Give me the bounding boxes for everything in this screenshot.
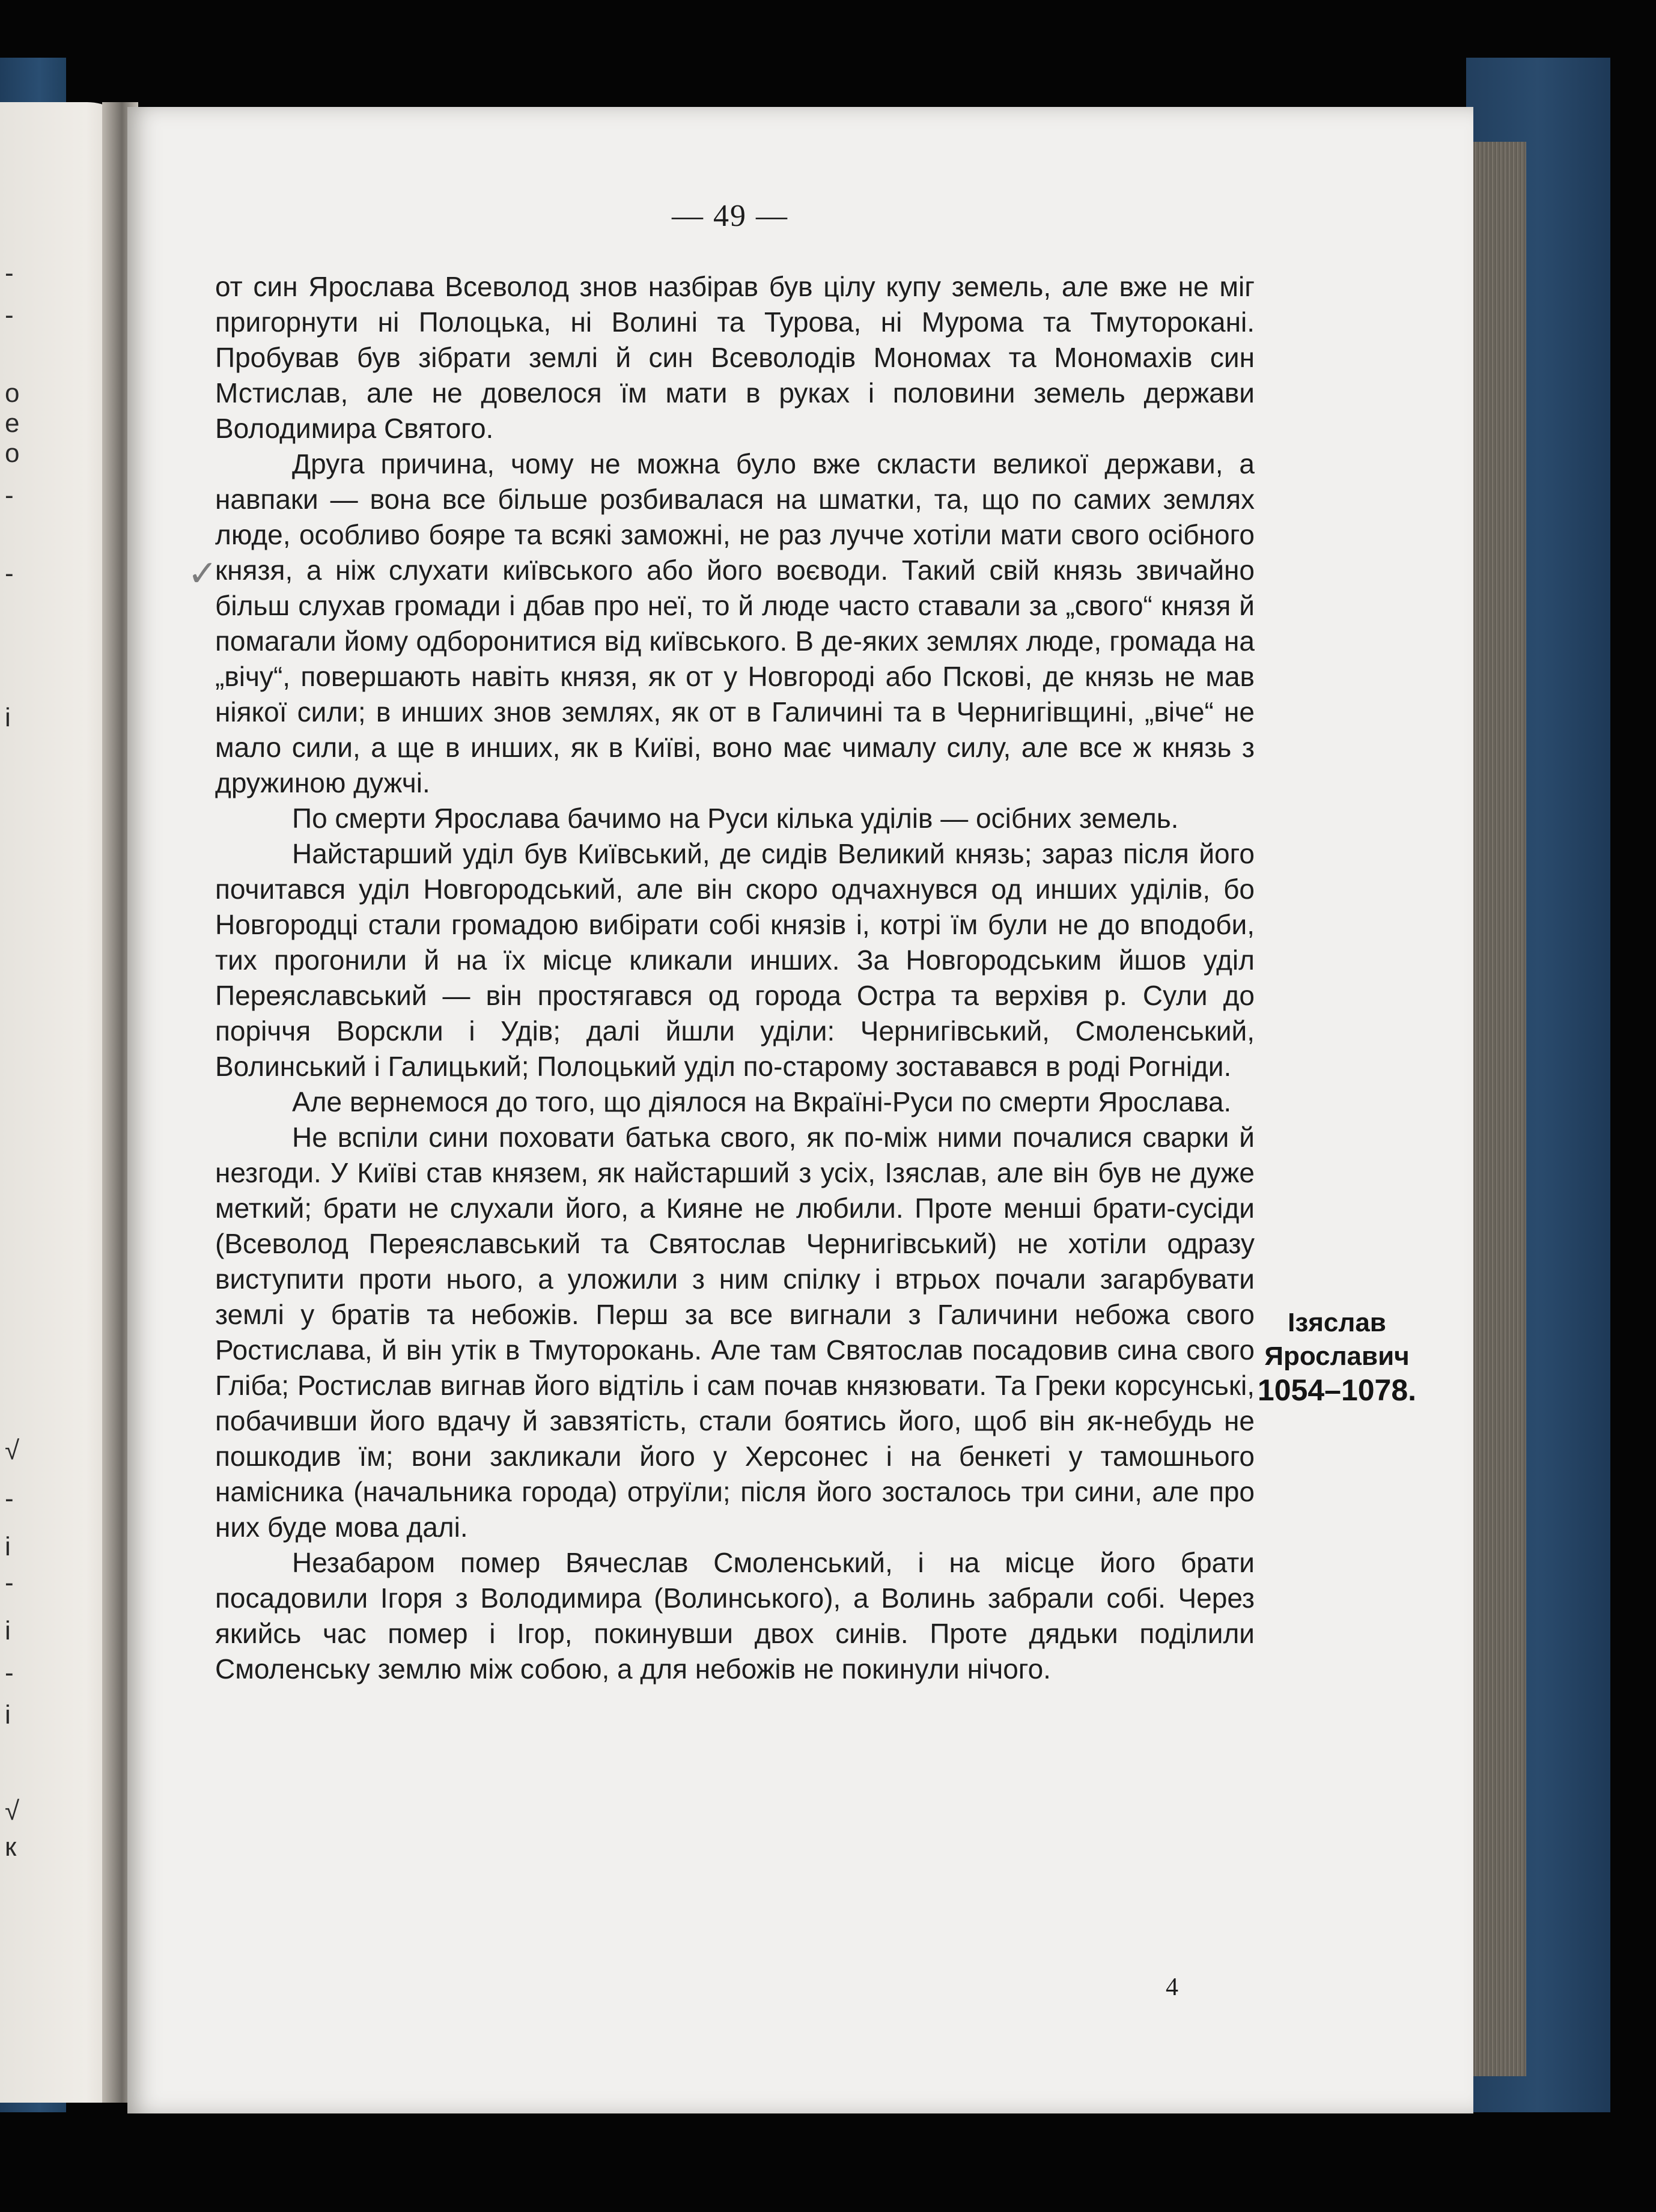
left-margin-mark: -: [5, 258, 14, 288]
left-margin-mark: -: [5, 559, 14, 588]
paragraph: Найстарший уділ був Київський, де сидів Великий князь; зараз після його почитався уділ Новгородський, але він скоро одчахнувся од инших уділів, бо Новгородці стали громадою вибірати собі князів і, котрі їм були не до вподоби, тих прогонили й на їх місце кликали инших. За Новгородським йшов уділ Переяславський — він простягався од города Остра та верхівя р. Сули до поріччя Ворскли і Удів; далі йшли уділи: Чернигівський, Смоленський, Волинський і Галицький; Полоцький уділ по-старому зоставався в роді Рогніди.: [215, 838, 1255, 1082]
margin-note: [1256, 1306, 1418, 1407]
left-margin-mark: -: [5, 481, 14, 510]
left-margin-mark: √: [5, 1436, 20, 1465]
paragraph: от син Ярослава Всеволод знов назбірав був цілу купу земель, але вже не міг пригорнути ні Полоцька, ні Волині та Турова, ні Мурома та Тмуторокані. Пробував був зібрати землі й син Всеволодів Мономах та Мономахів син Мстислав, але не довелося їм мати в руках і половини земель держави Володимира Святого.: [215, 271, 1255, 444]
margin-note-years: 1054–1078.: [1257, 1373, 1417, 1407]
paragraph: По смерти Ярослава бачимо на Руси кілька уділів — осібних земель.: [292, 803, 1179, 834]
paragraph: Не вспіли сини поховати батька свого, як по-між ними почалися сварки й незгоди. У Київі став князем, як найстарший з усіх, Ізяслав, але він був не дуже меткий; брати не слухали його, а Кияне не любили. Проте менші брати-сусіди (Всеволод Переяславський та Святослав Чернигівський) не хотіли одразу виступити проти нього, а уложили з ним спілку і втрьох почали загарбувати землі у братів та небожів. Перш за все вигнали з Галичини небожа свого Ростислава, й він утік в Тмуторокань. Але там Святослав посадовив сина свого Гліба; Ростислав вигнав його відтіль і сам почав князювати. Та Греки корсунські, побачивши його вдачу й завзятість, стали боятись його, щоб він як-небудь не пошкодив їм; вони закликали його у Херсонес і на бенкеті у тамошнього намісника (начальника города) отруїли; після його зосталось три сини, але про них буде мова далі.: [215, 1122, 1255, 1543]
left-margin-mark: √: [5, 1796, 20, 1826]
margin-note-name: Ізяслав: [1288, 1308, 1386, 1337]
paragraph: Друга причина, чому не можна було вже скласти великої держави, а навпаки — вона все більше розбивалася на шматки, та, що по самих землях люде, особливо бояре та всякі заможні, не раз лучче хотіли мати свого осібного князя, а ніж слухати київського або його воєводи. Такий свій князь звичайно більш слухав громади і дбав про неї, то й люде часто ставали за „свого“ князя й помагали йому одборонитися від київського. В де-яких землях люде, громада на „вічу“, повершають навіть князя, як от у Новгороді або Пскові, де князь не мав ніякої сили; в инших знов землях, як от в Галичині та в Чернигівщині, „віче“ не мало сили, а ще в инших, як в Київі, воно має чималу силу, але все ж князь з дружиною дужчі.: [215, 448, 1255, 798]
left-margin-mark: і: [5, 703, 11, 732]
left-margin-mark: і: [5, 1700, 11, 1730]
left-margin-mark: -: [5, 300, 14, 330]
signature-mark: 4: [1166, 1973, 1178, 2001]
paragraph: Але вернемося до того, що діялося на Вкраїні-Руси по смерти Ярослава.: [292, 1086, 1232, 1117]
page-number-header: — 49 —: [672, 199, 788, 233]
left-margin-mark: -: [5, 1568, 14, 1597]
margin-note-patronymic: Ярославич: [1264, 1341, 1410, 1371]
left-margin-mark: і: [5, 1616, 11, 1645]
left-margin-mark: о: [5, 439, 20, 468]
left-margin-mark: -: [5, 1484, 14, 1513]
left-margin-mark: к: [5, 1832, 17, 1862]
left-margin-mark: о: [5, 378, 20, 408]
pencil-check-mark: ✓: [187, 553, 218, 595]
left-margin-mark: і: [5, 1532, 11, 1561]
paragraph: Незабаром помер Вячеслав Смоленський, і на місце його брати посадовили Ігоря з Володимира (Волинського), а Волинь забрали собі. Через якийсь час помер і Ігор, покинувши двох синів. Проте дядьки поділили Смоленську землю між собою, а для небожів не покинули нічого.: [215, 1547, 1255, 1685]
left-margin-mark: е: [5, 409, 20, 438]
left-margin-mark: -: [5, 1658, 14, 1688]
body-text: [215, 269, 1255, 1687]
